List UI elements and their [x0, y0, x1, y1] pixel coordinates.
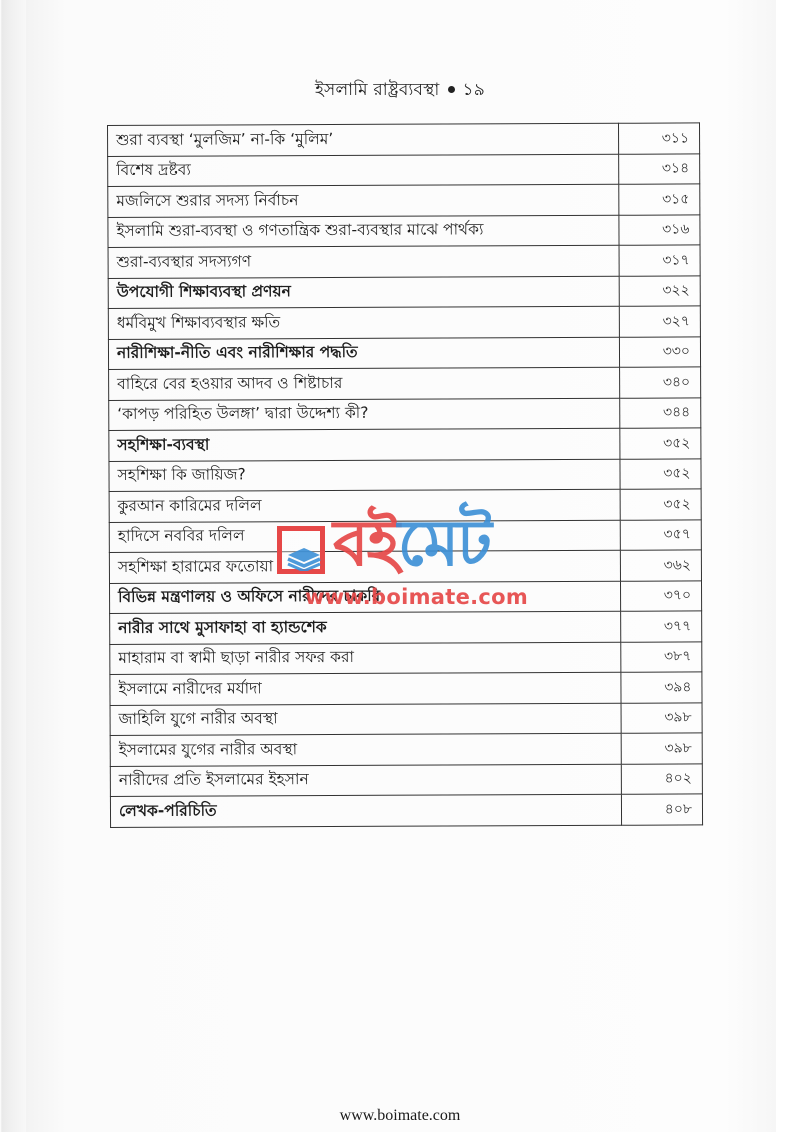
toc-row [108, 336, 700, 369]
toc-row [108, 214, 700, 247]
toc-entry-title: হাদিসে নববির দলিল [109, 520, 620, 553]
toc-row [108, 245, 700, 278]
toc-row [109, 489, 701, 522]
toc-row [108, 153, 700, 186]
toc-row [110, 794, 702, 827]
toc-entry-title: নারীদের প্রতি ইসলামের ইহসান [110, 764, 621, 797]
toc-entry-title: ইসলামে নারীদের মর্যাদা [110, 672, 621, 705]
toc-entry-page: ৩৫২ [620, 458, 701, 489]
book-title: ইসলামি রাষ্ট্রব্যবস্থা [315, 80, 440, 100]
page-number: ১৯ [462, 80, 485, 100]
toc-entry-title: শুরা-ব্যবস্থার সদস্যগণ [108, 245, 619, 278]
toc-row [109, 397, 701, 430]
footer-url: www.boimate.com [339, 1107, 461, 1124]
toc-entry-title: লেখক-পরিচিতি [110, 794, 621, 827]
toc-row [109, 367, 701, 400]
toc-entry-page: ৩১৫ [619, 184, 700, 215]
running-head [0, 77, 800, 105]
toc-entry-page: ৩৪০ [620, 367, 701, 398]
toc-row [109, 519, 701, 552]
toc-entry-title: নারীশিক্ষা-নীতি এবং নারীশিক্ষার পদ্ধতি [108, 337, 619, 370]
toc-entry-page: ৩২২ [619, 275, 700, 306]
toc-entry-page: ৩৫২ [620, 489, 701, 520]
toc-entry-title: কুরআন কারিমের দলিল [109, 489, 620, 522]
toc-entry-page: ৪০২ [621, 763, 702, 794]
toc-row [110, 702, 702, 735]
toc-row [108, 306, 700, 339]
toc-entry-page: ৩১১ [618, 123, 699, 154]
toc-entry-title: বিভিন্ন মন্ত্রণালয় ও অফিসে নারীদের চাকরি [109, 581, 620, 614]
toc-entry-title: শুরা ব্যবস্থা ‘মুলজিম’ না-কি ‘মুলিম’ [108, 123, 619, 156]
toc-entry-title: ধর্মবিমুখ শিক্ষাব্যবস্থার ক্ষতি [108, 306, 619, 339]
toc-entry-page: ৩৯৪ [621, 672, 702, 703]
toc-row [110, 641, 702, 674]
toc-entry-page: ৩৫৭ [620, 519, 701, 550]
toc-entry-page: ৩৭০ [620, 580, 701, 611]
watermark-url: www.boimate.com [305, 585, 529, 609]
toc-entry-title: বিশেষ দ্রষ্টব্য [108, 154, 619, 187]
toc-entry-page: ৩৬২ [620, 550, 701, 581]
toc-entry-title: ইসলামের যুগের নারীর অবস্থা [110, 733, 621, 766]
toc-row [109, 428, 701, 461]
toc-entry-title: জাহিলি যুগে নারীর অবস্থা [110, 703, 621, 736]
toc-row [108, 184, 700, 217]
toc-entry-title: বাহিরে বের হওয়ার আদব ও শিষ্টাচার [109, 367, 620, 400]
toc-row [109, 458, 701, 491]
table-of-contents [107, 122, 703, 827]
toc-entry-page: ৩১৪ [619, 153, 700, 184]
toc-entry-page: ৩১৭ [619, 245, 700, 276]
toc-entry-page: ৩৮৭ [621, 641, 702, 672]
toc-entry-title: সহশিক্ষা কি জায়িজ? [109, 459, 620, 492]
page-gutter-shadow [0, 0, 26, 1132]
toc-entry-page: ৩১৬ [619, 214, 700, 245]
toc-entry-page: ৩২৭ [619, 306, 700, 337]
toc-entry-title: সহশিক্ষা-ব্যবস্থা [109, 428, 620, 461]
toc-row [110, 672, 702, 705]
toc-row [110, 763, 702, 796]
toc-entry-title: মাহারাম বা স্বামী ছাড়া নারীর সফর করা [110, 642, 621, 675]
toc-entry-title: মজলিসে শুরার সদস্য নির্বাচন [108, 184, 619, 217]
toc-entry-title: উপযোগী শিক্ষাব্যবস্থা প্রণয়ন [108, 276, 619, 309]
right-margin [776, 0, 800, 1132]
toc-entry-page: ৩৩০ [619, 336, 700, 367]
bullet-separator [448, 86, 455, 93]
brand-part-red: বই [333, 507, 398, 581]
toc-row [109, 550, 701, 583]
toc-entry-title: ‘কাপড় পরিহিত উলঙ্গা’ দ্বারা উদ্দেশ্য কী? [109, 398, 620, 431]
toc-entry-page: ৪০৮ [621, 794, 702, 825]
toc-entry-title: সহশিক্ষা হারামের ফতোয়া [109, 550, 620, 583]
toc-row [108, 123, 700, 156]
toc-row [110, 611, 702, 644]
toc-row [110, 733, 702, 766]
toc-entry-page: ৩৫২ [620, 428, 701, 459]
brand-part-blue: মেট [397, 507, 491, 581]
toc-row [109, 580, 701, 613]
toc-entry-title: ইসলামি শুরা-ব্যবস্থা ও গণতান্ত্রিক শুরা-ব্যবস্থার মাঝে পার্থক্য [108, 215, 619, 248]
toc-row [108, 275, 700, 308]
toc-entry-page: ৩৯৮ [621, 733, 702, 764]
toc-entry-title: নারীর সাথে মুসাফাহা বা হ্যান্ডশেক [110, 611, 621, 644]
toc-entry-page: ৩৪৪ [620, 397, 701, 428]
toc-entry-page: ৩৭৭ [621, 611, 702, 642]
toc-entry-page: ৩৯৮ [621, 702, 702, 733]
